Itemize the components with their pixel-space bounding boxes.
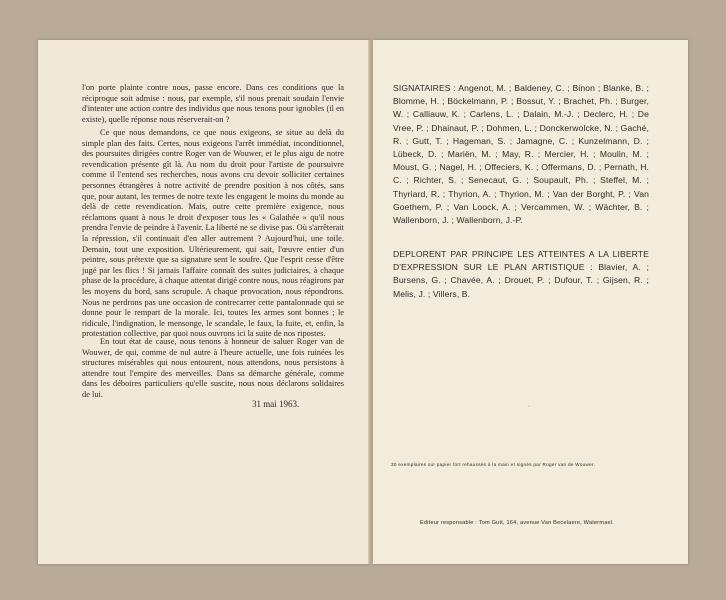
signataires-list: SIGNATAIRES : Angenot, M. ; Baldeney, C. ; Binon ; Blanke, B. ; Blomme, H. ; Böckelmann, P. ; Bossut, Y. ; Brachet, Ph. ; Burger, W. ; Calliauw, K. ; Carlens, L. ; Dalain, M.-J. ; Declerc, H. ; De Vree, P. ; Dhainaut, P. ; Dohmen, L. ; Donckerwolcke, N. ; Gaché, R. ; Gutt, T. ; Hageman, S. ; Jamagne, C. ; Kunzelmann, D. ; Lübeck, D. ; Mariën, M. ; May, R. ; Mercier, H. ; Moulin, M. ; Moust, G. ; Nagel, H. ; Offeciers, K. ; Offermans, D. ; Pernath, H. C. ; Richter, S. ; Senecaut, G. ; Soupault, Ph. ; Steffel, M. ; Thyriard, R. ; Thyrion, A. ; Thyrion, M. ; Van der Borght, P. ; Van Goethem, P. ; Van Loock, A. ; Vercammen, W. ; Wächter, B. ; Wallenborn, J. ; Wallenborn, J.-P. xyxy=(393,83,649,226)
separator-dot: · xyxy=(528,404,530,410)
left-paragraph-2: Ce que nous demandons, ce que nous exigeons, se situe au delà du simple plan des faits. Certes, nous exigeons l'arrêt immédiat, inconditionnel, des poursuites dirigées contre Roger van de Wouwer, et le plus aigu de notre revendication présente gît là. Au nom du droit pour l'artiste de poursuivre comme il l'entend ses recherches, nous avons cru devoir solliciter certaines personnes étrangères à notre activité de prendre position à nos côtés, sans que, pour autant, les termes de notre texte les engagent le moins du monde au delà de cette revendication. Mais, outre cette première exigence, nous réclamons quant à nous le droit d'exposer tous les « Galathée » qu'il nous prendra l'envie de peindre à l'avenir. La liberté ne se divise pas. Où s'arrêterait la répression, s'il continuait d'en aller autrement ? Aujourd'hui, une toile. Demain, tout une exposition. Ultérieurement, qui sait, l'œuvre entier d'un peintre, sous prétexte que sa signature sent le soufre. Que l'esprit cesse d'être jugé par les flics ! Si jamais l'affaire connaît des suites judiciaires, à chaque phase de la procédure, à chaque attentat dirigé contre nous, nous réagirons par les moyens du bord, sans scrupule. A chaque provocation, nous répondrons. Nous ne perdrons pas une occasion de contrecarrer cette pantalonnade qui se donne pour le rempart de la morale. Ici, toutes les armes sont bonnes ; le ridicule, l'indignation, le mensonge, le scandale, le faux, la fuite, et, enfin, la protestation collective, par quoi nous ouvrons ici la suite de nos ripostes. xyxy=(82,128,344,339)
editor-responsable: Editeur responsable : Tom Gutt, 164, avenue Van Becelaere, Watermael. xyxy=(420,520,615,526)
left-paragraph-3: En tout état de cause, nous tenons à honneur de saluer Roger van de Wouwer, de qui, comme de nul autre à l'heure actuelle, une fois ruinées les structures misérables qui nous entourent, nous attendons, nous persistons à attendre tout l'empire des merveilles. Dans sa démarche générale, comme dans les déboires particuliers qu'elle suscite, nous nous déclarons solidaires de lui. xyxy=(82,337,344,399)
left-paragraph-1: l'on porte plainte contre nous, passe encore. Dans ces conditions que la réciproque soit admise : nous, par exemple, s'il nous prenait soudain l'envie d'intenter une action contre des individus que nous tenons pour ignobles (il en existe), quelle réponse nous réserverait-on ? xyxy=(82,83,344,124)
deplorent-list: DEPLORENT PAR PRINCIPE LES ATTEINTES A LA LIBERTE D'EXPRESSION SUR LE PLAN ARTISTIQUE : Blavier, A. ; Bursens, G. ; Chavée, A. ; Drouet, P. ; Dufour, T. ; Gijsen, R. ; Melis, J. ; Villers, B. xyxy=(393,249,649,299)
date-line: 31 mai 1963. xyxy=(252,399,300,409)
edition-note: 30 exemplaires sur papier fort rehaussés à la main et signés par Roger van de Wouwer. xyxy=(391,462,596,467)
